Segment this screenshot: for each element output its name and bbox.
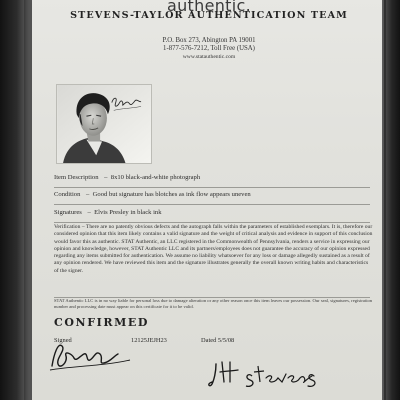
dash: – [104, 174, 110, 181]
logo-text: authentic. [167, 0, 251, 15]
divider [54, 222, 370, 223]
signed-label: Signed [54, 337, 72, 344]
verification-paragraph [54, 224, 374, 275]
left-signature [44, 336, 144, 376]
verification-text: There are no patently obvious defects and the autograph falls within the parameters of established exemplars. It is, therefore our considered opinion that this item likely contains a valid signature and the weight of critical analysis and evidence in support of this conclusion would favor this as authentic. STAT Authentic, an LLC registered in the Commonwealth of Pennsylvania, renders a service in expressing our opinion and knowledge, however, STAT Authentic LLC and its partners/employees does not guarantee the accuracy of our opinion expressed regarding any items submitted for authentication. We assume no liability whatsoever for any loss or damage allegedly sustained as a result of any opinion rendered. We have reviewed this item and the signature illustrates generally the overall known writing habits and characteristics of the signer. [54, 224, 373, 274]
disclaimer-text: STAT Authentic LLC is in no way liable for personal loss due to damage alteration or any other reason once this item leaves our possession. Our seal, signatures, registration number and processing date must appear on this certificate for it to be valid. [54, 298, 373, 309]
frame-right-line [384, 0, 386, 400]
registration-number: 12125JEJH23 [131, 337, 167, 344]
signatures-label: Signatures [54, 209, 82, 216]
dated-row [201, 337, 234, 344]
divider [54, 204, 370, 205]
confirmed-heading: CONFIRMED [54, 316, 149, 329]
autographed-photo [56, 84, 152, 164]
date-value: 5/5/08 [217, 337, 235, 344]
right-signature [208, 354, 338, 394]
item-description-row [54, 174, 200, 181]
dash: – [81, 224, 86, 230]
frame-left-edge [0, 0, 24, 400]
verification-label: Verification [54, 224, 81, 230]
company-name: STEVENS-TAYLOR AUTHENTICATION TEAM [70, 10, 348, 21]
signatures-value: Elvis Presley in black ink [94, 209, 162, 216]
item-description-label: Item Description [54, 174, 99, 181]
certificate-sheet [32, 0, 386, 400]
condition-row [54, 191, 251, 198]
condition-label: Condition [54, 191, 81, 198]
address-line-2: 1-877-576-7212, Toll Free (USA) [163, 45, 255, 52]
address-line-1: P.O. Box 273, Abington PA 19001 [162, 37, 256, 44]
signatures-row [54, 209, 162, 216]
dash: – [87, 209, 93, 216]
dated-label: Dated [201, 337, 217, 344]
address-line-3: www.statauthentic.com [182, 54, 236, 60]
item-description-value: 8x10 black-and-white photograph [110, 174, 201, 181]
divider [54, 187, 370, 188]
dash: – [86, 191, 91, 198]
condition-value: Good but signature has blotches as ink flow appears uneven [92, 191, 251, 198]
